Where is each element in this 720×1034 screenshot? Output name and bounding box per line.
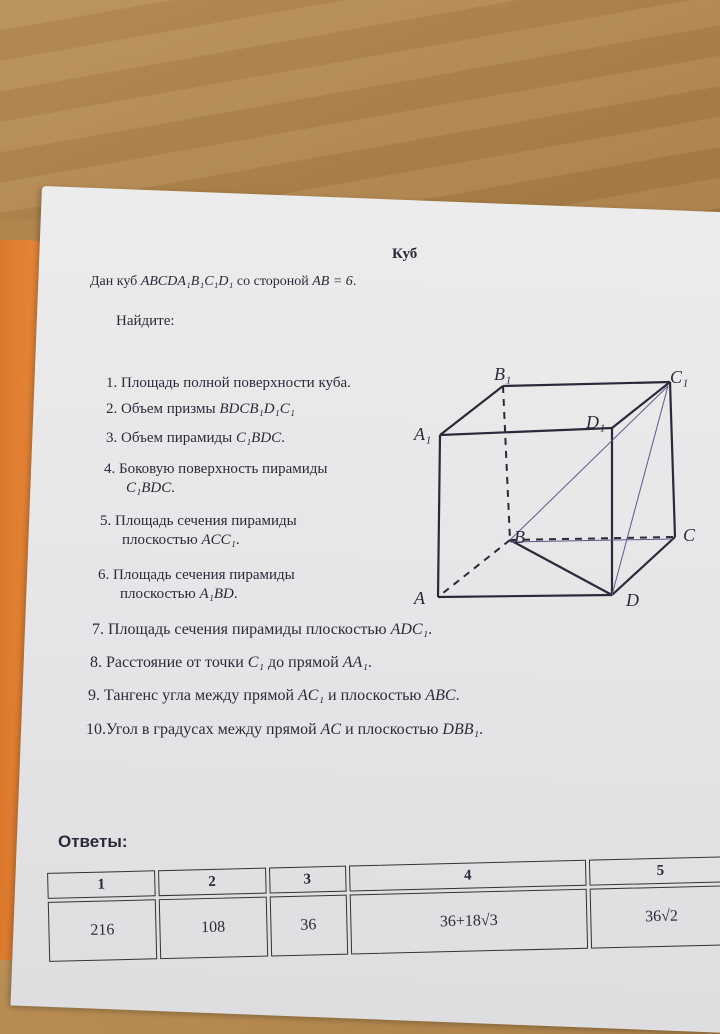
label-B: B (514, 527, 525, 547)
label-A: A (414, 588, 425, 608)
label-B1: B₁ (494, 364, 512, 384)
edge-B-D (510, 540, 612, 595)
answer-header: 1 (47, 870, 155, 899)
answers-value-row (48, 885, 720, 962)
find-label: Найдите: (116, 313, 175, 329)
edge-C1-D1 (612, 382, 670, 428)
side-equation: AB = 6 (312, 274, 353, 289)
edge-B-A (438, 540, 510, 597)
edge-A-A1 (438, 435, 440, 597)
label-D1: D₁ (586, 412, 606, 432)
task-1: 1. Площадь полной поверхности куба. (106, 375, 351, 391)
pencil-B-C1 (510, 386, 668, 540)
task-6: 6. Площадь сечения пирамиды плоскостью A₁BD. (98, 567, 295, 602)
given-statement: Дан куб ABCDA₁B₁C₁D₁ со стороной AB = 6. (90, 274, 357, 289)
answer-value: 216 (48, 899, 157, 962)
edge-D-A (438, 595, 612, 597)
cube-name: ABCDA₁B₁C₁D₁ (140, 274, 234, 289)
answers-heading: Ответы: (58, 832, 128, 851)
label-C: C (683, 525, 696, 545)
answer-value: 108 (159, 897, 268, 960)
task-2: 2. Объем призмы BDCB₁D₁C₁ (106, 401, 295, 417)
worksheet-title: Куб (392, 246, 418, 262)
label-A1: A₁ (414, 424, 432, 444)
answer-header: 4 (348, 860, 586, 892)
pencil-D-C1 (612, 386, 668, 595)
task-9: 9. Тангенс угла между прямой AC₁ и плоскостью ABC. (88, 687, 460, 704)
answers-table (44, 853, 720, 965)
answer-header: 2 (158, 868, 266, 897)
task-4: 4. Боковую поверхность пирамиды C₁BDC. (104, 461, 328, 496)
task-7: 7. Площадь сечения пирамиды плоскостью ADC₁. (92, 621, 433, 638)
label-C1: C₁ (670, 367, 689, 387)
answer-value: 36+18√3 (349, 889, 588, 955)
label-D: D (626, 590, 639, 610)
edge-B1-C1 (503, 382, 670, 386)
answer-value: 36√2 (590, 885, 720, 948)
task-5: 5. Площадь сечения пирамиды плоскостью ACC₁. (100, 513, 297, 548)
answer-header: 5 (589, 856, 720, 885)
task-10: 10.Угол в градусах между прямой AC и плоскостью DBB₁. (86, 721, 484, 738)
edge-C1-C (670, 382, 675, 537)
edge-C-D (612, 537, 675, 595)
task-3: 3. Объем пирамиды C₁BDC. (106, 430, 285, 446)
answer-header: 3 (269, 866, 347, 894)
edge-A1-B1 (440, 386, 503, 435)
answer-value: 36 (269, 895, 347, 957)
edge-B1-B (503, 386, 510, 540)
task-8: 8. Расстояние от точки C₁ до прямой AA₁. (90, 654, 372, 671)
